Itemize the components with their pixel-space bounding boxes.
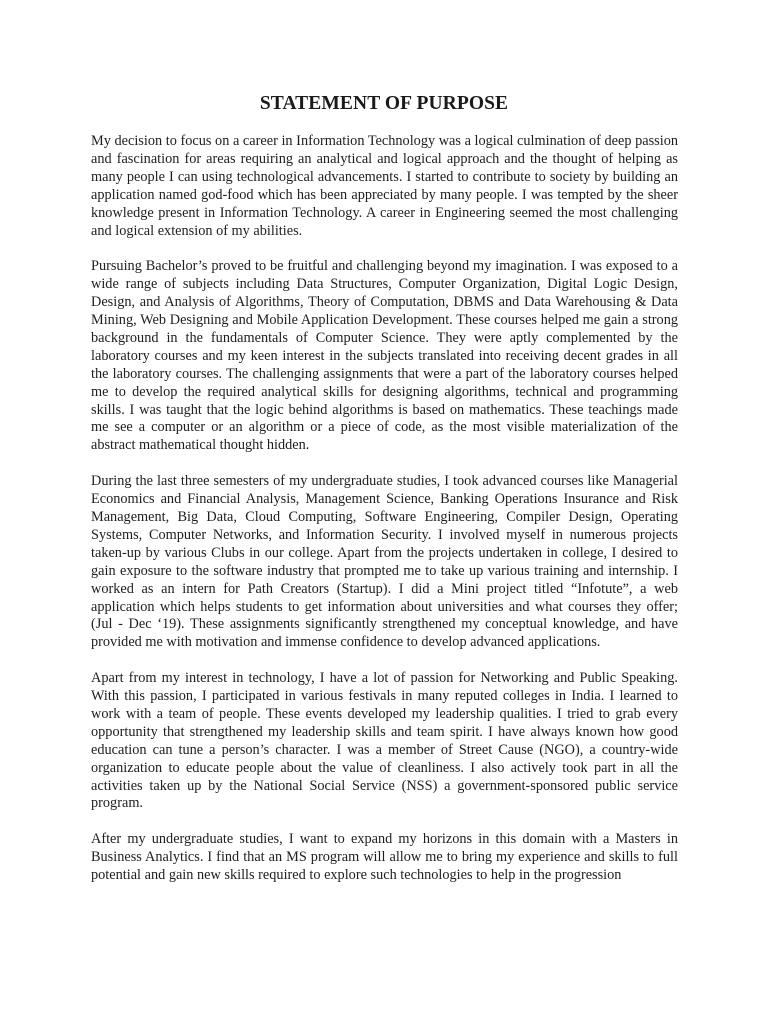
page-title: STATEMENT OF PURPOSE	[259, 93, 509, 114]
paragraph-extracurricular: Apart from my interest in technology, I have a lot of passion for Networking and Public Speaking. With this passion, I participated in various festivals in many reputed colleges in India. I learned to work with a team of people. These events developed my leadership qualities. I tried to grab every opportunity that strengthened my leadership skills and team spirit. I have always known how good education can tune a person’s character. I was a member of Street Cause (NGO), a country-wide organization to educate people about the value of cleanliness. I also actively took part in all the activities taken up by the National Social Service (NSS) a government-sponsored public service program.	[91, 670, 678, 812]
paragraph-career-focus: My decision to focus on a career in Information Technology was a logical culmination of deep passion and fascination for areas requiring an analytical and logical approach and the thought of helping as many people I can using technological advancements. I started to contribute to society by building an application named god-food which has been appreciated by many people. I was tempted by the sheer knowledge present in Information Technology. A career in Engineering seemed the most challenging and logical extension of my abilities.	[91, 133, 678, 239]
paragraph-advanced-courses: During the last three semesters of my undergraduate studies, I took advanced courses like Managerial Economics and Financial Analysis, Management Science, Banking Operations Insurance and Risk Management, Big Data, Cloud Computing, Software Engineering, Compiler Design, Operating Systems, Computer Networks, and Information Security. I involved myself in numerous projects taken-up by various Clubs in our college. Apart from the projects undertaken in college, I desired to gain exposure to the software industry that prompted me to take up various training and internship. I worked as an intern for Path Creators (Startup). I did a Mini project titled “Infotute”, a web application which helps students to get information about universities and what courses they offer; (Jul - Dec ‘19). These assignments significantly strengthened my conceptual knowledge, and have provided me with motivation and immense confidence to develop advanced applications.	[91, 473, 678, 651]
paragraph-future-goals: After my undergraduate studies, I want to expand my horizons in this domain with a Masters in Business Analytics. I find that an MS program will allow me to bring my experience and skills to full potential and gain new skills required to explore such technologies to help in the progression	[91, 831, 678, 884]
document-body	[91, 133, 678, 903]
paragraph-bachelors: Pursuing Bachelor’s proved to be fruitful and challenging beyond my imagination. I was exposed to a wide range of subjects including Data Structures, Computer Organization, Digital Logic Design, Design, and Analysis of Algorithms, Theory of Computation, DBMS and Data Warehousing & Data Mining, Web Designing and Mobile Application Development. These courses helped me gain a strong background in the fundamentals of Computer Science. They were aptly complemented by the laboratory courses and my keen interest in the subjects translated into receiving decent grades in all the laboratory courses. The challenging assignments that were a part of the laboratory courses helped me to develop the required analytical skills for designing algorithms, technical and programming skills. I was taught that the logic behind algorithms is based on mathematics. These teachings made me see a computer or an algorithm or a piece of code, as the most visible materialization of the abstract mathematical thought hidden.	[91, 258, 678, 454]
